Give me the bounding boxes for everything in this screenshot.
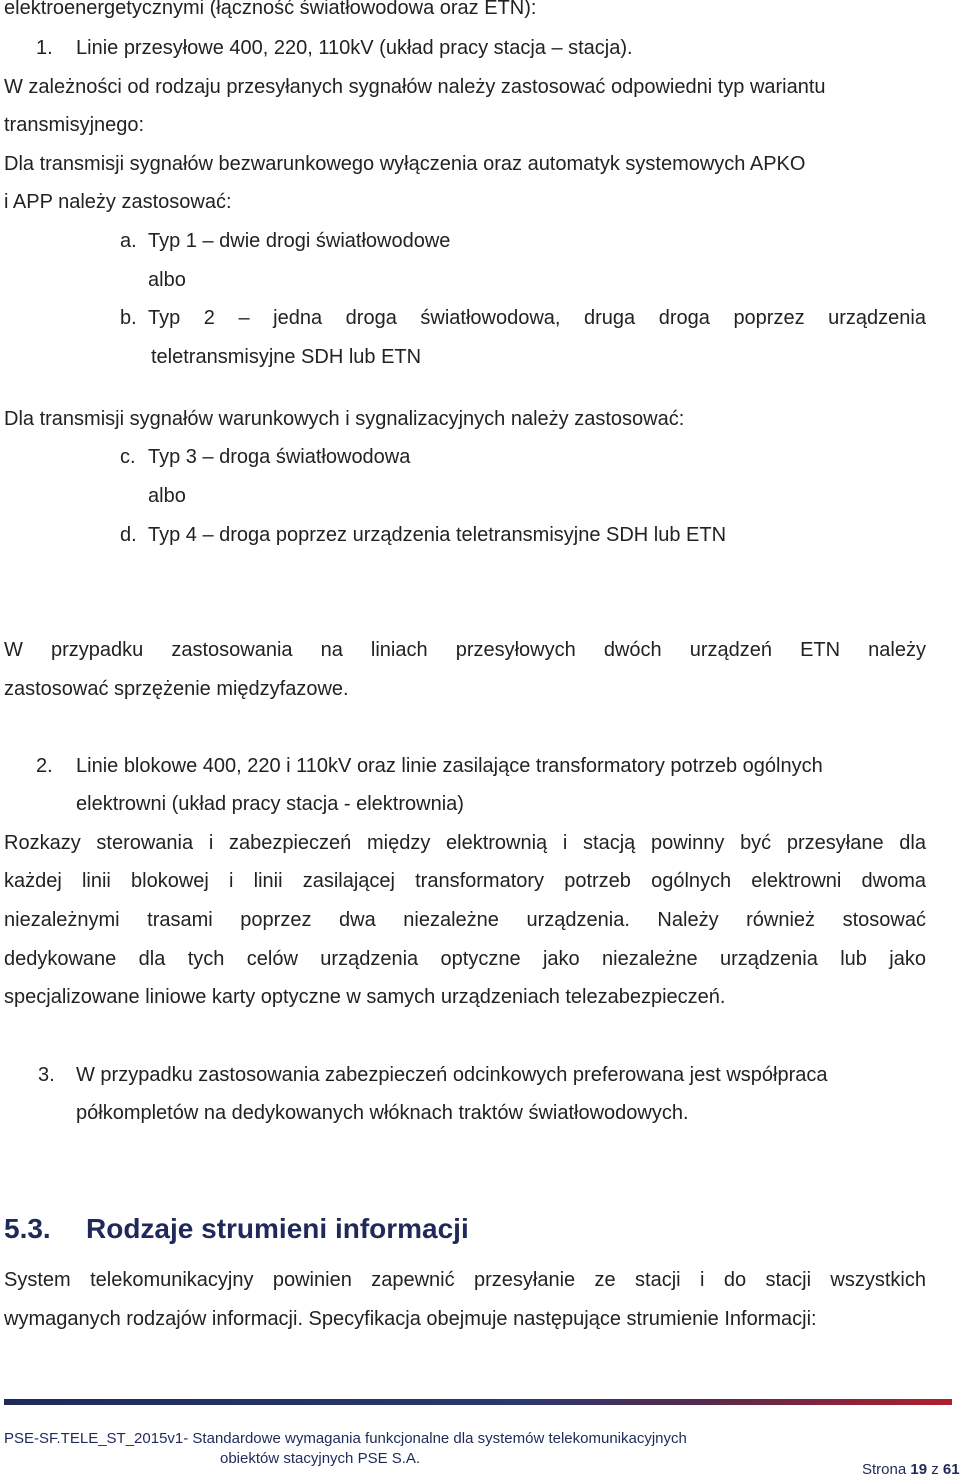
list-item-text: Linie przesyłowe 400, 220, 110kV (układ pracy stacja – stacja).: [76, 37, 633, 59]
page-total: 61: [942, 1461, 960, 1478]
option-letter: d.: [120, 524, 137, 546]
paragraph-line: Rozkazy sterowania i zabezpieczeń między elektrownią i stacją powinny być przesyłane dla: [4, 832, 926, 854]
option-letter: c.: [120, 446, 136, 468]
paragraph-line: i APP należy zastosować:: [4, 191, 232, 213]
option-text-continued: teletransmisyjne SDH lub ETN: [151, 346, 422, 368]
option-text: Typ 3 – droga światłowodowa: [148, 446, 411, 468]
paragraph-line: W zależności od rodzaju przesyłanych sygnałów należy zastosować odpowiedni typ wariantu: [4, 76, 826, 98]
paragraph-line: niezależnymi trasami poprzez dwa niezależne urządzenia. Należy również stosować: [4, 909, 926, 931]
paragraph-line: Dla transmisji sygnałów warunkowych i sygnalizacyjnych należy zastosować:: [4, 408, 685, 430]
page-number: [862, 1461, 960, 1479]
option-text: Typ 2 – jedna droga światłowodowa, druga droga poprzez urządzenia: [148, 307, 926, 329]
footer-document-title: PSE-SF.TELE_ST_2015v1- Standardowe wymagania funkcjonalne dla systemów telekomunikacyjnych: [4, 1430, 687, 1447]
paragraph-line: transmisyjnego:: [4, 114, 145, 136]
option-text: Typ 4 – droga poprzez urządzenia teletransmisyjne SDH lub ETN: [148, 524, 727, 546]
paragraph-line: W przypadku zastosowania na liniach przesyłowych dwóch urządzeń ETN należy: [4, 639, 926, 661]
list-item-text-continued: elektrowni (układ pracy stacja - elektrownia): [76, 793, 464, 815]
list-number: 1.: [36, 37, 53, 59]
list-number: 2.: [36, 755, 53, 777]
footer-divider: [4, 1399, 952, 1405]
option-letter: b.: [120, 307, 137, 329]
paragraph-line: Dla transmisji sygnałów bezwarunkowego wyłączenia oraz automatyk systemowych APKO: [4, 153, 806, 175]
paragraph-line: System telekomunikacyjny powinien zapewnić przesyłanie ze stacji i do stacji wszystkich: [4, 1269, 926, 1291]
paragraph-line: dedykowane dla tych celów urządzenia optyczne jako niezależne urządzenia lub jako: [4, 948, 926, 970]
footer-document-title-continued: obiektów stacyjnych PSE S.A.: [220, 1450, 421, 1467]
paragraph-line: każdej linii blokowej i linii zasilającej transformatory potrzeb ogólnych elektrowni dwoma: [4, 870, 926, 892]
paragraph-line: specjalizowane liniowe karty optyczne w samych urządzeniach telezabezpieczeń.: [4, 986, 726, 1008]
list-item-text: W przypadku zastosowania zabezpieczeń odcinkowych preferowana jest współpraca: [76, 1064, 828, 1086]
page-of: z: [931, 1461, 939, 1478]
list-item-text-continued: półkompletów na dedykowanych włóknach traktów światłowodowych.: [76, 1102, 689, 1124]
paragraph-line: zastosować sprzężenie międzyfazowe.: [4, 678, 349, 700]
text-line: elektroenergetycznymi (łączność światłowodowa oraz ETN):: [4, 0, 537, 19]
option-text: Typ 1 – dwie drogi światłowodowe: [148, 230, 451, 252]
conjunction-text: albo: [148, 485, 186, 507]
page-word: Strona: [862, 1461, 907, 1478]
list-item-text: Linie blokowe 400, 220 i 110kV oraz linie zasilające transformatory potrzeb ogólnych: [76, 755, 823, 777]
list-number: 3.: [38, 1064, 55, 1086]
page-current: 19: [910, 1461, 928, 1478]
section-number: 5.3.: [4, 1213, 51, 1244]
section-title: Rodzaje strumieni informacji: [86, 1213, 469, 1244]
paragraph-line: wymaganych rodzajów informacji. Specyfikacja obejmuje następujące strumienie Informacji:: [4, 1308, 817, 1330]
conjunction-text: albo: [148, 269, 186, 291]
option-letter: a.: [120, 230, 137, 252]
